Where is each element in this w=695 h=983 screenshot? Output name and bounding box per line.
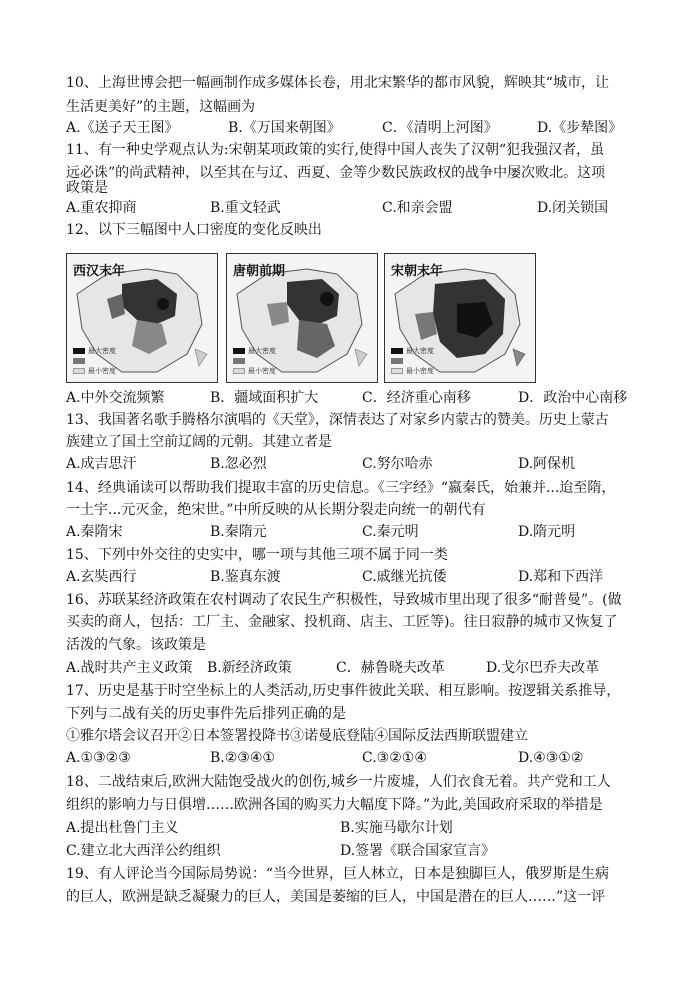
q12-option-a: A.中外交流频繁 (66, 390, 165, 406)
map-legend: 最大密度 最小密度 (233, 346, 279, 376)
q10-option-b: B.《万国来朝图》 (228, 120, 341, 136)
question-18-text-cont: 组织的影响力与日俱增……欧洲各国的购买力大幅度下降。”为此,美国政府采取的举措是 (66, 797, 603, 813)
question-17-events: ①雅尔塔会议召开②日本签署投降书③诺曼底登陆④国际反法西斯联盟建立 (66, 728, 528, 744)
question-11-text-cont2: 政策是 (66, 180, 108, 196)
question-13-text: 13、我国著名歌手腾格尔演唱的《天堂》，深情表达了对家乡内蒙古的赞美。历史上蒙古 (66, 412, 609, 428)
question-14-text-cont: 一土宇...元灭金，绝宋世。”中所反映的从长期分裂走向统一的朝代有 (66, 502, 486, 518)
q18-option-b: B.实施马歇尔计划 (340, 820, 453, 836)
q16-option-a: A.战时共产主义政策 (66, 660, 193, 676)
map-western-han (66, 253, 218, 383)
q13-option-c: C.努尔哈赤 (362, 456, 433, 472)
question-19-text-cont: 的巨人，欧洲是缺乏凝聚力的巨人，美国是萎缩的巨人，中国是潜在的巨人……”这一评 (66, 889, 606, 905)
question-16-text-cont2: 活泼的气象。该政策是 (66, 637, 206, 653)
question-14-text: 14、经典诵读可以帮助我们提取丰富的历史信息。《三字经》“嬴秦氏，始兼并...迨至隋， (66, 480, 616, 496)
q16-option-d: D.戈尔巴乔夫改革 (486, 660, 600, 676)
question-15-text: 15、下列中外交往的史实中，哪一项与其他三项不属于同一类 (66, 547, 448, 563)
q13-option-a: A.成吉思汗 (66, 456, 137, 472)
q15-option-d: D.郑和下西洋 (518, 569, 604, 585)
question-17-text: 17、历史是基于时空坐标上的人类活动,历史事件彼此关联、相互影响。按逻辑关系推导， (66, 683, 621, 699)
map-legend: 最大密度 最小密度 (73, 346, 119, 376)
q14-option-d: D.隋元明 (518, 524, 576, 540)
q10-option-a: A.《送子天王图》 (66, 120, 179, 136)
question-18-text: 18、二战结束后,欧洲大陆饱受战火的创伤,城乡一片废墟，人们衣食无着。共产党和工人 (66, 774, 611, 790)
question-10-text-cont: 生活更美好”的主题，这幅画为 (66, 99, 256, 115)
map-title: 唐朝前期 (233, 264, 286, 279)
q14-option-a: A.秦隋宋 (66, 524, 123, 540)
question-10-text: 10、上海世博会把一幅画制作成多媒体长卷，用北宋繁华的都市风貌，辉映其“城市，让 (66, 75, 609, 91)
question-13-text-cont: 族建立了国土空前辽阔的元朝。其建立者是 (66, 434, 332, 450)
q17-option-c: C.③②①④ (362, 750, 427, 766)
q16-option-b: B.新经济政策 (207, 660, 292, 676)
q11-option-c: C.和亲会盟 (382, 200, 453, 216)
map-title: 宋朝末年 (391, 264, 444, 279)
q18-option-c: C.建立北大西洋公约组织 (66, 843, 221, 859)
q11-option-d: D.闭关锁国 (537, 200, 609, 216)
map-legend: 最大密度 最小密度 (391, 346, 437, 376)
q18-option-a: A.提出杜鲁门主义 (66, 820, 179, 836)
q14-option-b: B.秦隋元 (210, 524, 267, 540)
question-19-text: 19、有人评论当今国际局势说：“当今世界，巨人林立，日本是独脚巨人，俄罗斯是生病 (66, 866, 609, 882)
question-11-text-cont: 远必诛”的尚武精神，以至其在与辽、西夏、金等少数民族政权的战争中屡次败北。这项 (66, 165, 606, 181)
q15-option-b: B.鉴真东渡 (210, 569, 281, 585)
population-density-maps (66, 253, 542, 385)
q12-option-c: C．经济重心南移 (362, 390, 471, 406)
q18-option-d: D.签署《联合国家宣言》 (340, 843, 496, 859)
q12-option-b: B．疆域面积扩大 (210, 390, 319, 406)
question-16-text-cont: 买卖的商人，包括：工厂主、金融家、投机商、店主、工匠等)。往日寂静的城市又恢复了 (66, 614, 618, 630)
q15-option-c: C.戚继光抗倭 (362, 569, 447, 585)
q15-option-a: A.玄奘西行 (66, 569, 137, 585)
q17-option-b: B.②③④① (210, 750, 275, 766)
q11-option-a: A.重农抑商 (66, 200, 137, 216)
q16-option-c: C．赫鲁晓夫改革 (336, 660, 445, 676)
question-17-text-cont: 下列与二战有关的历史事件先后排列正确的是 (66, 706, 346, 722)
question-12-text: 12、以下三幅图中人口密度的变化反映出 (66, 222, 322, 238)
question-11-text: 11、有一种史学观点认为:宋朝某项政策的实行,使得中国人丧失了汉朝“犯我强汉者，虽 (66, 142, 605, 158)
q17-option-a: A.①③②③ (66, 750, 131, 766)
q10-option-c: C．《清明上河图》 (382, 120, 498, 136)
map-early-tang (226, 253, 378, 383)
question-16-text: 16、苏联某经济政策在农村调动了农民生产积极性，导致城市里出现了很多“耐普曼”。(做 (66, 592, 622, 608)
q13-option-d: D.阿保机 (518, 456, 576, 472)
map-title: 西汉末年 (73, 264, 126, 279)
q14-option-c: C.秦元明 (362, 524, 419, 540)
map-late-song (384, 253, 536, 383)
q17-option-d: D.④③①② (518, 750, 584, 766)
q12-option-d: D．政治中心南移 (518, 390, 628, 406)
q10-option-d: D.《步辇图》 (537, 120, 623, 136)
q11-option-b: B.重文轻武 (210, 200, 281, 216)
q13-option-b: B.忽必烈 (210, 456, 267, 472)
